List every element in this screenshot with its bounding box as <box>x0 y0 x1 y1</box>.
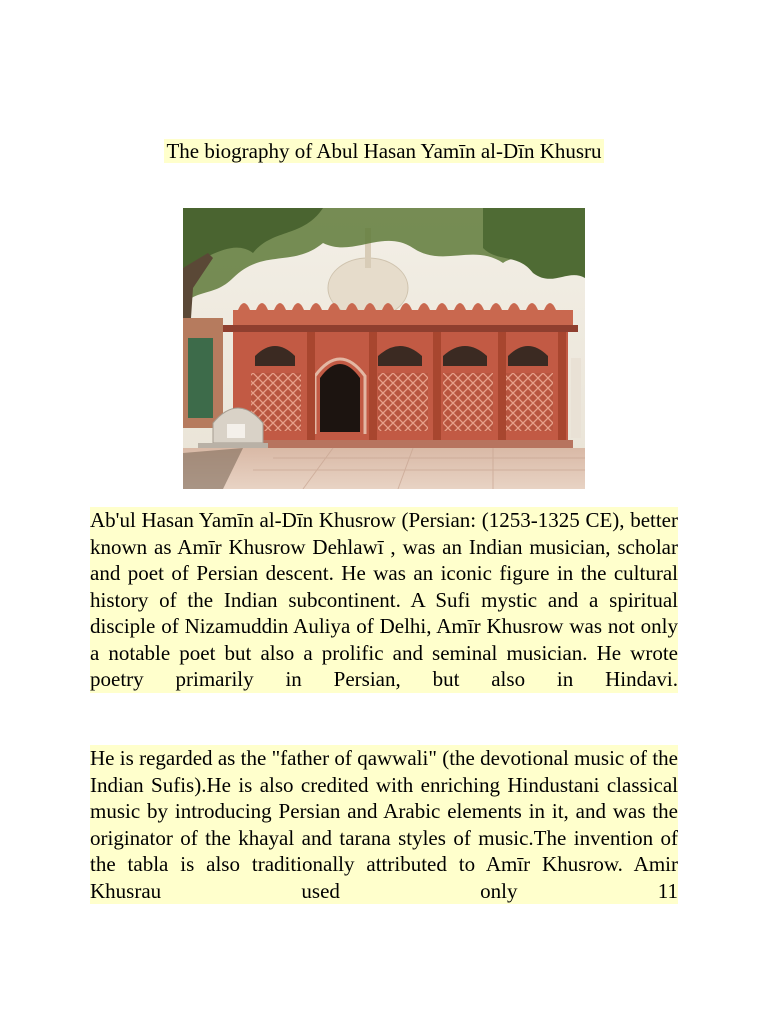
biography-paragraph-1: Ab'ul Hasan Yamīn al-Dīn Khusrow (Persian: (1253-1325 CE), better known as Amīr Khusrow Dehlawī , was an Indian musician, scholar and poet of Persian descent. He was an iconic figure in the cultural history of the Indian subcontinent. A Sufi mystic and a spiritual disciple of Nizamuddin Auliya of Delhi, Amīr Khusrow was not only a notable poet but also a prolific and seminal musician. He wrote poetry primarily in Persian, but also in Hindavi. <box>90 508 678 691</box>
tomb-photo <box>183 208 585 489</box>
biography-paragraph-2: He is regarded as the "father of qawwali" (the devotional music of the Indian Sufis).He is also credited with enriching Hindustani classical music by introducing Persian and Arabic elements in it, and was the originator of the khayal and tarana styles of music.The invention of the tabla is also traditionally attributed to Amīr Khusrow. Amir Khusrau used only 11 <box>90 746 678 903</box>
page-title: The biography of Abul Hasan Yamīn al-Dīn Khusru <box>166 139 602 163</box>
title-line <box>0 136 768 166</box>
